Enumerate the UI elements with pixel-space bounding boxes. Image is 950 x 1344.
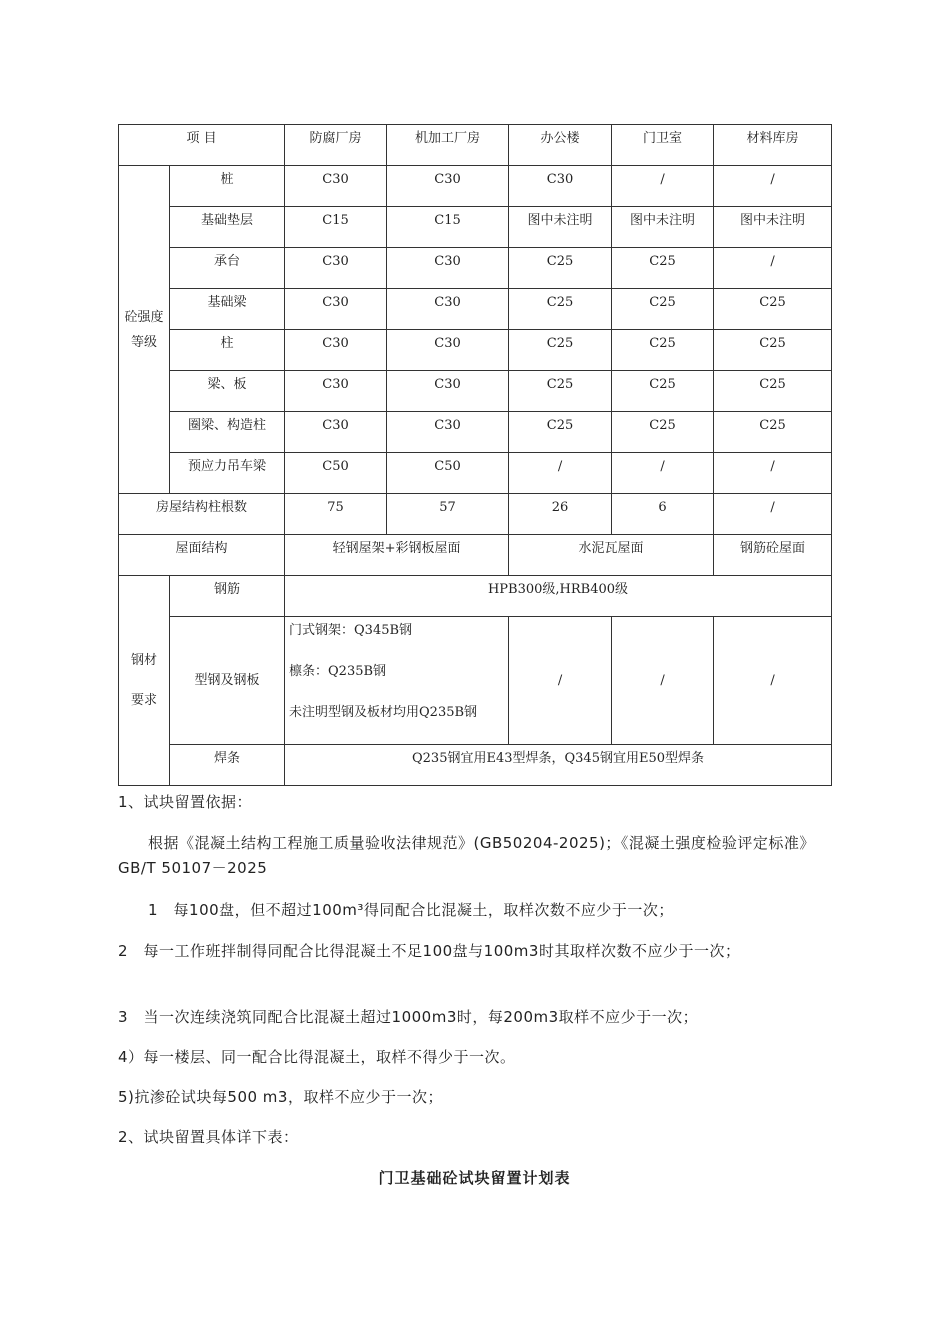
header-machining-plant: 机加工厂房: [387, 125, 509, 166]
cell: C30: [285, 371, 387, 412]
cell: 图中未注明: [612, 207, 714, 248]
rule-item-1: 1 每100盘，但不超过100m³得同配合比混凝土，取样次数不应少于一次；: [148, 901, 674, 919]
cell: 钢筋砼屋面: [714, 535, 832, 576]
cell: C25: [612, 330, 714, 371]
cell: /: [612, 617, 714, 745]
basis-paragraph: 根据《混凝土结构工程施工质量验收法律规范》(GB50204-2025)；《混凝土强度检验评定标准》GB/T 50107－2025: [118, 834, 815, 877]
heading-basis: 1、试块留置依据：: [118, 793, 253, 811]
cell: /: [714, 453, 832, 494]
cell: C30: [387, 289, 509, 330]
cell: /: [714, 248, 832, 289]
header-item: 项 目: [119, 125, 285, 166]
welding-row: [119, 745, 832, 786]
row-label: 钢筋: [170, 576, 285, 617]
cell: 轻钢屋架+彩钢板屋面: [285, 535, 509, 576]
section-steel-notes: 门式钢架：Q345B钢 檩条：Q235B钢 未注明型钢及板材均用Q235B钢: [285, 617, 509, 745]
cell: C30: [387, 371, 509, 412]
table-row: [119, 166, 832, 207]
header-row: [119, 125, 832, 166]
row-label: 基础梁: [170, 289, 285, 330]
heading-details: 2、试块留置具体详下表：: [118, 1128, 299, 1146]
cell: 图中未注明: [714, 207, 832, 248]
header-guard-room: 门卫室: [612, 125, 714, 166]
cell: /: [714, 617, 832, 745]
cell: C30: [285, 330, 387, 371]
cell: /: [509, 453, 612, 494]
cell: C50: [285, 453, 387, 494]
table-title: 门卫基础砼试块留置计划表: [378, 1169, 571, 1187]
row-label: 桩: [170, 166, 285, 207]
cell: Q235钢宜用E43型焊条，Q345钢宜用E50型焊条: [285, 745, 832, 786]
cell: C25: [612, 248, 714, 289]
cell: C25: [509, 371, 612, 412]
spec-table: [118, 124, 832, 786]
cell: C30: [285, 248, 387, 289]
section-steel-row: [119, 617, 832, 745]
cell: 75: [285, 494, 387, 535]
cell: C25: [714, 371, 832, 412]
cell: C50: [387, 453, 509, 494]
cell: C30: [387, 248, 509, 289]
roof-row: [119, 535, 832, 576]
rule-item-4: 4）每一楼层、同一配合比得混凝土，取样不得少于一次。: [118, 1048, 516, 1066]
cell: 57: [387, 494, 509, 535]
cell: C30: [285, 289, 387, 330]
cell: C25: [509, 330, 612, 371]
row-label: 基础垫层: [170, 207, 285, 248]
row-label: 屋面结构: [119, 535, 285, 576]
cell: /: [714, 166, 832, 207]
steel-group-label: 钢材 要求: [119, 576, 170, 786]
cell: 图中未注明: [509, 207, 612, 248]
cell: C30: [509, 166, 612, 207]
rule-item-5: 5)抗渗砼试块每500 m3，取样不应少于一次；: [118, 1088, 443, 1106]
table-row: [119, 248, 832, 289]
strength-group-label: 砼强度 等级: [119, 166, 170, 494]
cell: C25: [714, 289, 832, 330]
cell: C15: [387, 207, 509, 248]
cell: 26: [509, 494, 612, 535]
cell: C25: [612, 289, 714, 330]
row-label: 承台: [170, 248, 285, 289]
row-label: 焊条: [170, 745, 285, 786]
row-label: 梁、板: [170, 371, 285, 412]
column-count-row: [119, 494, 832, 535]
cell: C30: [387, 412, 509, 453]
table-row: [119, 371, 832, 412]
row-label: 预应力吊车梁: [170, 453, 285, 494]
cell: C25: [714, 412, 832, 453]
cell: /: [509, 617, 612, 745]
cell: C25: [509, 248, 612, 289]
row-label: 型钢及钢板: [170, 617, 285, 745]
cell: C30: [387, 166, 509, 207]
table-row: [119, 330, 832, 371]
table-row: [119, 453, 832, 494]
row-label: 柱: [170, 330, 285, 371]
row-label: 房屋结构柱根数: [119, 494, 285, 535]
cell: C30: [285, 412, 387, 453]
cell: C30: [285, 166, 387, 207]
header-anticorrosion-plant: 防腐厂房: [285, 125, 387, 166]
cell: C25: [509, 412, 612, 453]
header-office-building: 办公楼: [509, 125, 612, 166]
table-row: [119, 289, 832, 330]
row-label: 圈梁、构造柱: [170, 412, 285, 453]
cell: HPB300级,HRB400级: [285, 576, 832, 617]
cell: /: [612, 453, 714, 494]
rebar-row: [119, 576, 832, 617]
cell: C25: [714, 330, 832, 371]
cell: C25: [509, 289, 612, 330]
cell: 6: [612, 494, 714, 535]
rule-item-2: 2 每一工作班拌制得同配合比得混凝土不足100盘与100m3时其取样次数不应少于一次；: [118, 942, 741, 960]
rule-item-3: 3 当一次连续浇筑同配合比混凝土超过1000m3时，每200m3取样不应少于一次；: [118, 1008, 699, 1026]
table-row: [119, 412, 832, 453]
cell: C25: [612, 371, 714, 412]
table-row: [119, 207, 832, 248]
cell: 水泥瓦屋面: [509, 535, 714, 576]
cell: C25: [612, 412, 714, 453]
cell: C30: [387, 330, 509, 371]
cell: C15: [285, 207, 387, 248]
header-material-warehouse: 材料库房: [714, 125, 832, 166]
cell: /: [714, 494, 832, 535]
cell: /: [612, 166, 714, 207]
